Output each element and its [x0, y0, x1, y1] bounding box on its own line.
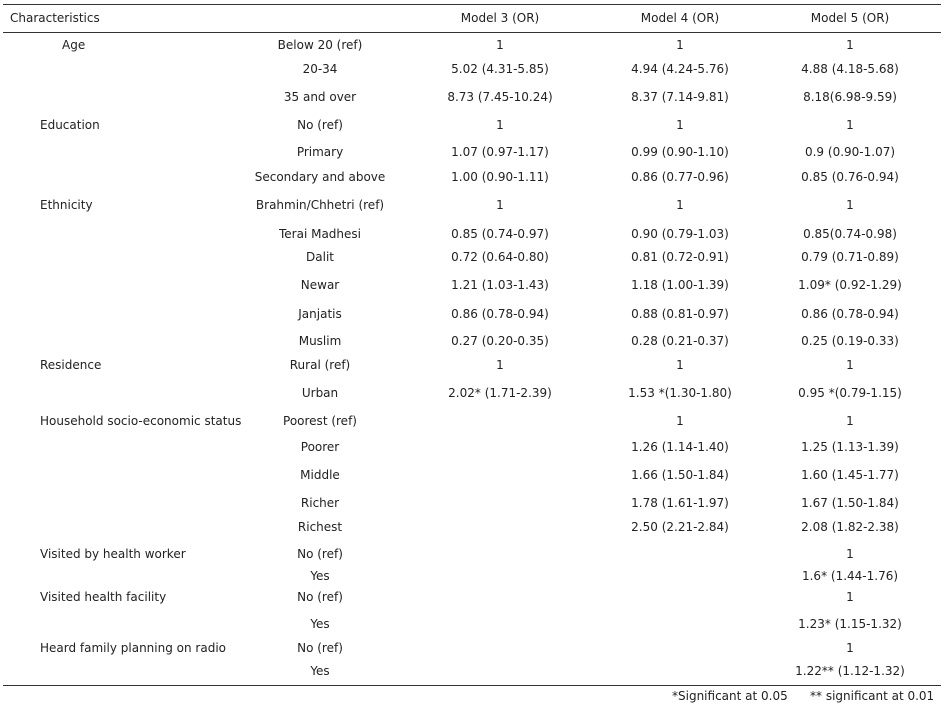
variable-label: Household socio-economic status	[40, 414, 242, 428]
model-4-value: 1	[676, 358, 684, 372]
model-5-value: 1	[846, 38, 854, 52]
model-5-value: 0.9 (0.90-1.07)	[804, 145, 896, 159]
category-label: No (ref)	[297, 118, 343, 132]
category-label: Janjatis	[298, 307, 342, 321]
model-4-value: 1	[676, 414, 684, 428]
model-3-value: 0.72 (0.64-0.80)	[451, 250, 549, 264]
model-5-value: 1	[846, 358, 854, 372]
model-3-value: 0.86 (0.78-0.94)	[451, 307, 549, 321]
model-5-value: 4.88 (4.18-5.68)	[801, 62, 899, 76]
category-label: 20-34	[302, 62, 338, 76]
model-5-value: 0.86 (0.78-0.94)	[801, 307, 899, 321]
model-3-value: 0.85 (0.74-0.97)	[451, 227, 549, 241]
model-3-value: 1	[496, 38, 504, 52]
category-label: Urban	[301, 386, 339, 400]
model-4-value: 0.90 (0.79-1.03)	[631, 227, 729, 241]
model-3-value: 1.00 (0.90-1.11)	[451, 170, 549, 184]
category-label: Terai Madhesi	[278, 227, 362, 241]
category-label: Below 20 (ref)	[277, 38, 363, 52]
category-label: Poorer	[300, 440, 340, 454]
category-label: Yes	[310, 617, 330, 631]
variable-label: Education	[40, 118, 100, 132]
footnote-significant-05: *Significant at 0.05	[672, 689, 788, 703]
model-5-value: 1	[846, 198, 854, 212]
model-4-value: 0.28 (0.21-0.37)	[631, 334, 729, 348]
category-label: Primary	[296, 145, 344, 159]
model-4-value: 1	[676, 38, 684, 52]
model-5-value: 1	[846, 641, 854, 655]
category-label: Richer	[300, 496, 340, 510]
model-3-value: 1	[496, 198, 504, 212]
model-4-value: 1.66 (1.50-1.84)	[631, 468, 729, 482]
footnote-significant-01: ** significant at 0.01	[810, 689, 935, 703]
category-label: No (ref)	[297, 641, 343, 655]
model-4-value: 0.99 (0.90-1.10)	[631, 145, 729, 159]
model-3-value: 8.73 (7.45-10.24)	[447, 90, 553, 104]
model-3-value: 2.02* (1.71-2.39)	[448, 386, 552, 400]
category-label: No (ref)	[297, 590, 343, 604]
category-label: Poorest (ref)	[283, 414, 357, 428]
category-label: Dalit	[306, 250, 334, 264]
model-5-value: 0.25 (0.19-0.33)	[801, 334, 899, 348]
model-5-value: 1.09* (0.92-1.29)	[798, 278, 902, 292]
header-model-4: Model 4 (OR)	[640, 11, 720, 25]
model-3-value: 1	[496, 358, 504, 372]
category-label: Yes	[310, 664, 330, 678]
model-4-value: 4.94 (4.24-5.76)	[631, 62, 729, 76]
model-4-value: 8.37 (7.14-9.81)	[631, 90, 729, 104]
category-label: Middle	[300, 468, 340, 482]
category-label: Brahmin/Chhetri (ref)	[255, 198, 385, 212]
table-top-rule	[3, 4, 941, 5]
model-4-value: 1.78 (1.61-1.97)	[631, 496, 729, 510]
header-characteristics: Characteristics	[10, 11, 100, 25]
model-5-value: 0.95 *(0.79-1.15)	[798, 386, 902, 400]
model-5-value: 1.23* (1.15-1.32)	[798, 617, 902, 631]
model-4-value: 1	[676, 198, 684, 212]
model-3-value: 0.27 (0.20-0.35)	[451, 334, 549, 348]
model-4-value: 2.50 (2.21-2.84)	[631, 520, 729, 534]
model-5-value: 8.18(6.98-9.59)	[803, 90, 897, 104]
model-5-value: 1.22** (1.12-1.32)	[795, 664, 905, 678]
table-bottom-rule	[3, 685, 941, 686]
model-5-value: 0.85(0.74-0.98)	[803, 227, 897, 241]
category-label: Muslim	[298, 334, 342, 348]
model-5-value: 0.85 (0.76-0.94)	[801, 170, 899, 184]
header-bottom-rule	[3, 32, 941, 33]
category-label: Richest	[297, 520, 343, 534]
model-4-value: 1.18 (1.00-1.39)	[631, 278, 729, 292]
variable-label: Ethnicity	[40, 198, 93, 212]
model-5-value: 1	[846, 590, 854, 604]
variable-label: Heard family planning on radio	[40, 641, 226, 655]
model-5-value: 1	[846, 547, 854, 561]
model-4-value: 0.88 (0.81-0.97)	[631, 307, 729, 321]
model-4-value: 1.26 (1.14-1.40)	[631, 440, 729, 454]
model-5-value: 2.08 (1.82-2.38)	[801, 520, 899, 534]
model-4-value: 1.53 *(1.30-1.80)	[628, 386, 732, 400]
model-5-value: 1	[846, 118, 854, 132]
category-label: No (ref)	[297, 547, 343, 561]
model-4-value: 1	[676, 118, 684, 132]
model-4-value: 0.86 (0.77-0.96)	[631, 170, 729, 184]
model-5-value: 0.79 (0.71-0.89)	[801, 250, 899, 264]
category-label: Secondary and above	[254, 170, 386, 184]
category-label: Rural (ref)	[289, 358, 351, 372]
header-model-3: Model 3 (OR)	[460, 11, 540, 25]
header-model-5: Model 5 (OR)	[810, 11, 890, 25]
model-5-value: 1.6* (1.44-1.76)	[801, 569, 899, 583]
category-label: Newar	[300, 278, 340, 292]
model-5-value: 1.60 (1.45-1.77)	[801, 468, 899, 482]
model-5-value: 1.25 (1.13-1.39)	[801, 440, 899, 454]
model-3-value: 5.02 (4.31-5.85)	[451, 62, 549, 76]
category-label: 35 and over	[283, 90, 357, 104]
variable-label: Age	[62, 38, 86, 52]
model-5-value: 1	[846, 414, 854, 428]
variable-label: Residence	[40, 358, 102, 372]
model-5-value: 1.67 (1.50-1.84)	[801, 496, 899, 510]
variable-label: Visited by health worker	[40, 547, 186, 561]
model-3-value: 1.07 (0.97-1.17)	[451, 145, 549, 159]
variable-label: Visited health facility	[40, 590, 167, 604]
model-3-value: 1.21 (1.03-1.43)	[451, 278, 549, 292]
model-4-value: 0.81 (0.72-0.91)	[631, 250, 729, 264]
category-label: Yes	[310, 569, 330, 583]
model-3-value: 1	[496, 118, 504, 132]
